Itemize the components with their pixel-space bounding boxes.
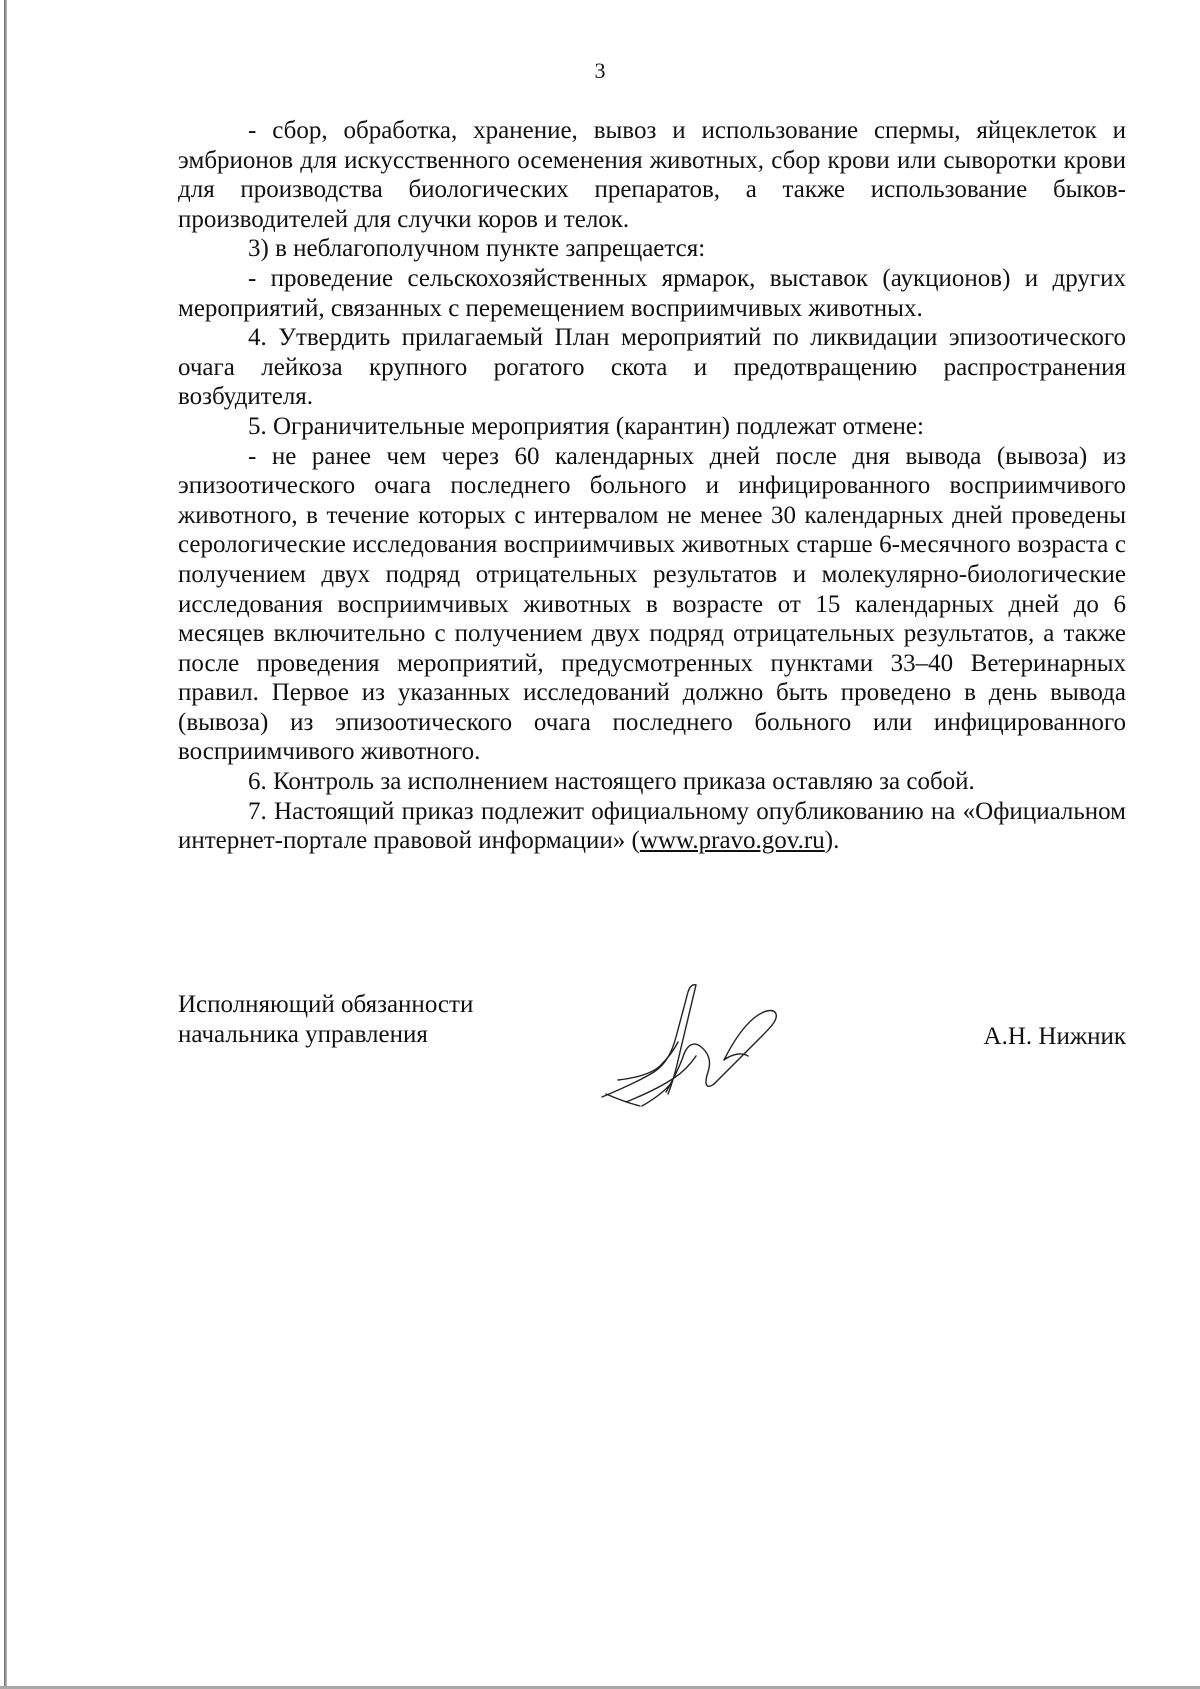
scan-edge-left bbox=[4, 0, 7, 1689]
paragraph-item-4: 4. Утвердить прилагаемый План мероприятий по ликвидации эпизоотического очага лейкоза крупного рогатого скота и предотвращению распространения возбудителя. bbox=[178, 324, 1126, 411]
paragraph-collection-ban: - сбор, обработка, хранение, вывоз и использование спермы, яйцеклеток и эмбрионов для искусственного осеменения животных, сбор крови или сыворотки крови для производства биологических препаратов, а также использование быков-производителей для случки коров и телок. bbox=[178, 117, 1126, 233]
paragraph-item-5: 5. Ограничительные мероприятия (карантин) подлежат отмене: bbox=[248, 412, 924, 440]
paragraph-item-6: 6. Контроль за исполнением настоящего приказа оставляю за собой. bbox=[248, 768, 975, 796]
item-7-text: 7. Настоящий приказ подлежит официальному опубликованию на «Официальном интернет-портале правовой информации» ( bbox=[178, 797, 1126, 855]
paragraph-quarantine-conditions: - не ранее чем через 60 календарных дней после дня вывода (вывоза) из эпизоотического очага последнего больного и инфицированного восприимчивого животного, в течение которых с интервалом не менее 30 календарных дней проведены серологические исследования восприимчивых животных старше 6-месячного возраста с получением двух подряд отрицательных результатов и молекулярно-биологические исследования восприимчивых животных в возрасте от 15 календарных дней до 6 месяцев включительно с получением двух подряд отрицательных результатов, а также после проведения мероприятий, предусмотренных пунктами 33–40 Ветеринарных правил. Первое из указанных исследований должно быть проведено в день вывода (вывоза) из эпизоотического очага последнего больного или инфицированного восприимчивого животного. bbox=[178, 442, 1126, 766]
signer-position bbox=[178, 990, 473, 1050]
signer-name: А.Н. Нижник bbox=[983, 1023, 1126, 1050]
paragraph-item-7 bbox=[178, 797, 1126, 856]
pravo-gov-link[interactable]: www.pravo.gov.ru bbox=[639, 827, 825, 855]
document-body bbox=[178, 116, 1126, 856]
signer-position-line1: Исполняющий обязанности bbox=[178, 991, 474, 1018]
item-7-closing: ). bbox=[824, 827, 840, 855]
paragraph-item-3: 3) в неблагополучном пункте запрещается: bbox=[248, 235, 706, 263]
paragraph-fairs-ban: - проведение сельскохозяйственных ярмарок, выставок (аукционов) и других мероприятий, связанных с перемещением восприимчивых животных. bbox=[178, 264, 1126, 322]
signer-position-line2: начальника управления bbox=[178, 1021, 428, 1048]
handwritten-signature bbox=[596, 982, 792, 1112]
page-number: 3 bbox=[594, 58, 606, 83]
